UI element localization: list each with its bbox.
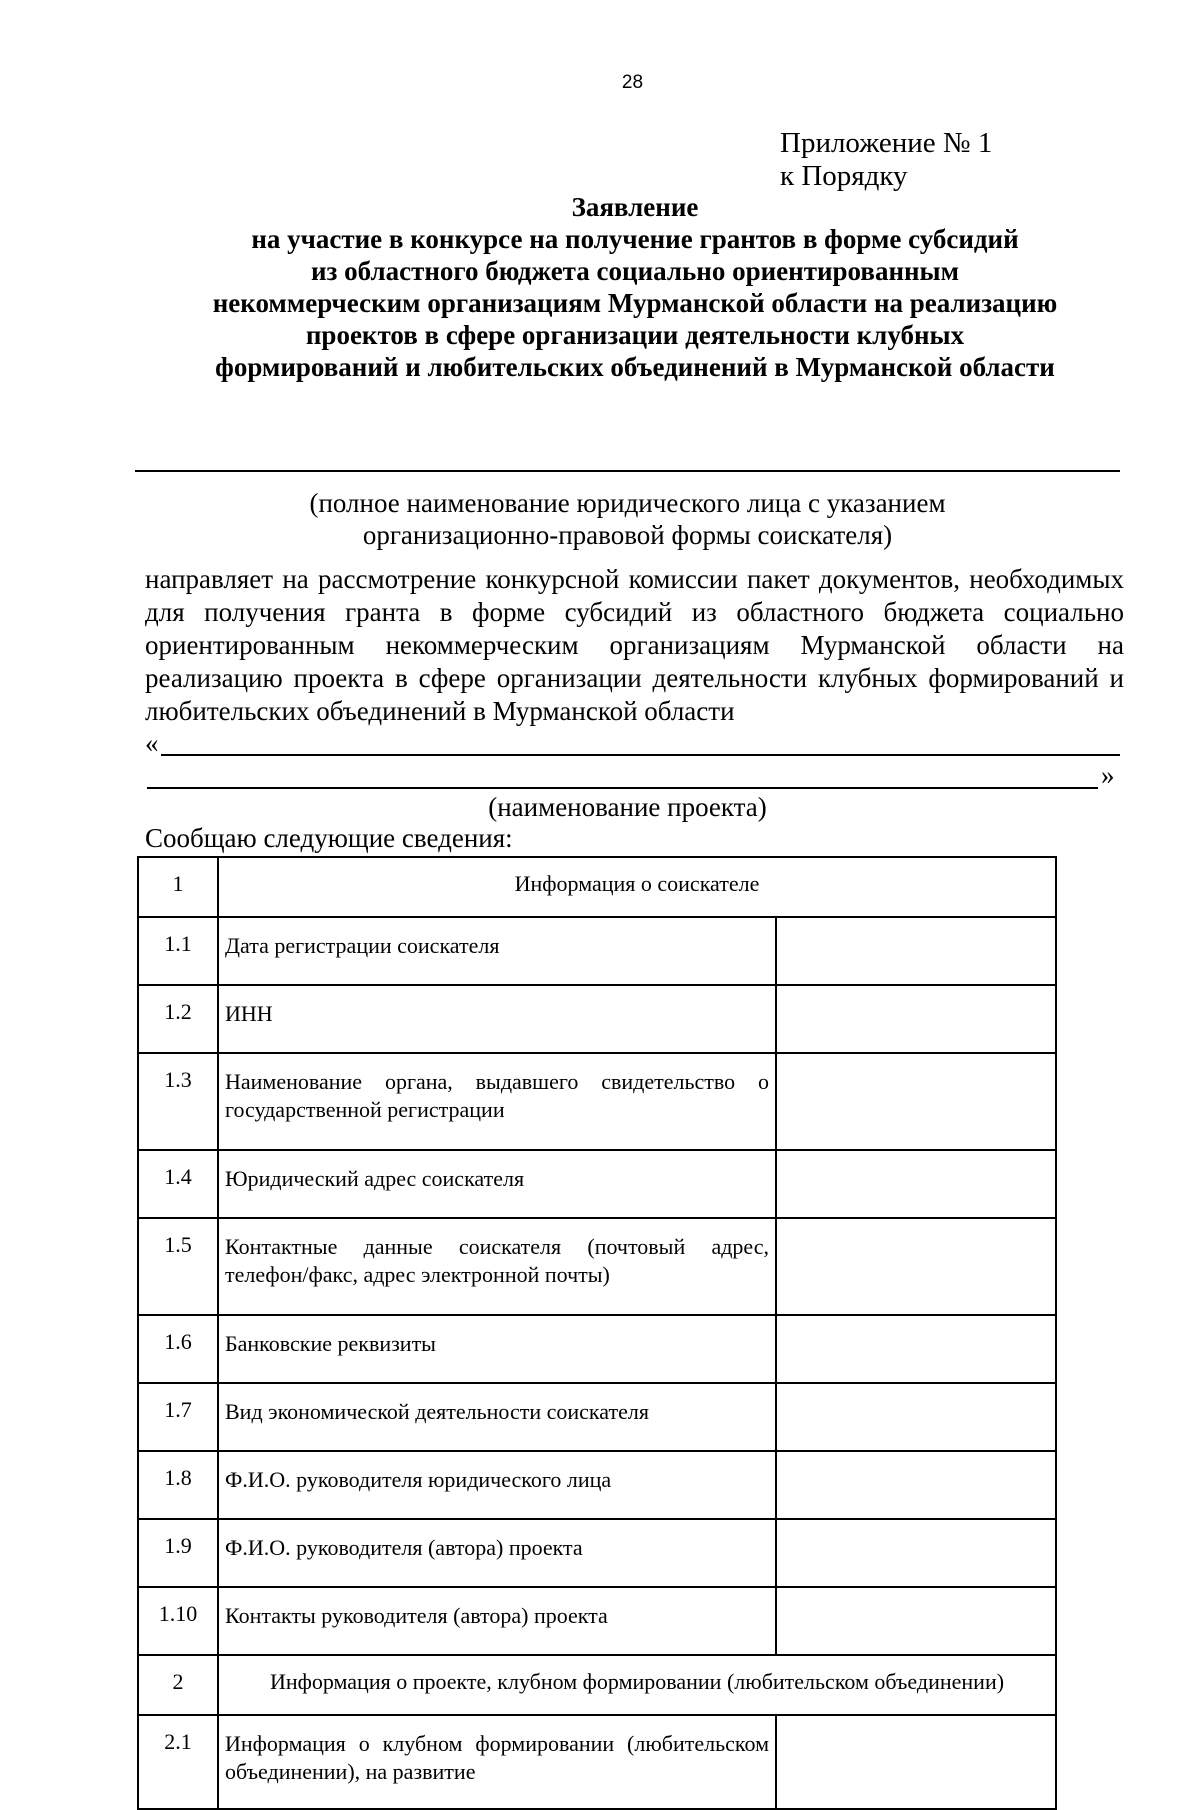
appendix-line-1: Приложение № 1 [780,127,993,159]
table-row [138,1587,1056,1655]
title-line: из областного бюджета социально ориентированным [310,256,960,286]
table-row [138,985,1056,1053]
body-paragraph: направляет на рассмотрение конкурсной комиссии пакет документов, необходимых для получения гранта в форме субсидий из областного бюджета социально ориентированным некоммерческим организациям Мурманской области на реализацию проекта в сфере организации деятельности клубных формирований и любительских объединений в Мурманской области [145,564,1124,726]
table-row [138,1315,1056,1383]
row-number: 1.10 [138,1587,218,1655]
row-value-cell[interactable] [776,1587,1056,1655]
section-number: 1 [138,857,218,917]
title-line: некоммерческим организациям Мурманской области на реализацию [212,288,1058,318]
project-name-line-1[interactable] [161,754,1120,756]
row-value-cell[interactable] [776,1383,1056,1451]
row-label: Наименование органа, выдавшего свидетельство о государственной регистрации [218,1053,776,1150]
table-row [138,1383,1056,1451]
row-number: 1.5 [138,1218,218,1315]
table-section-row [138,1655,1056,1715]
row-value-cell[interactable] [776,1150,1056,1218]
project-caption: (наименование проекта) [488,792,767,822]
table-row [138,1150,1056,1218]
row-number: 2.1 [138,1715,218,1809]
title-line: проектов в сфере организации деятельности клубных [305,320,965,350]
applicant-caption [135,487,1120,551]
row-value-cell[interactable] [776,917,1056,985]
table-section-row [138,857,1056,917]
table-row [138,1715,1056,1809]
row-label: Юридический адрес соискателя [218,1150,776,1218]
appendix-reference [780,127,992,193]
row-value-cell[interactable] [776,1451,1056,1519]
row-number: 1.3 [138,1053,218,1150]
opening-quote: « [145,728,159,758]
table-row [138,1519,1056,1587]
document-title [140,191,1130,383]
row-label: Дата регистрации соискателя [218,917,776,985]
row-label: Банковские реквизиты [218,1315,776,1383]
intro-text: Сообщаю следующие сведения: [145,823,513,853]
title-line: формирований и любительских объединений в Мурманской области [215,352,1055,382]
table-row [138,1053,1056,1150]
row-number: 1.4 [138,1150,218,1218]
row-value-cell[interactable] [776,1315,1056,1383]
row-number: 1.9 [138,1519,218,1587]
row-number: 1.7 [138,1383,218,1451]
row-value-cell[interactable] [776,1715,1056,1809]
section-number: 2 [138,1655,218,1715]
table-row [138,917,1056,985]
title-line: на участие в конкурсе на получение грантов в форме субсидий [251,224,1019,254]
row-label: ИНН [218,985,776,1053]
table-row [138,1451,1056,1519]
row-label: Ф.И.О. руководителя (автора) проекта [218,1519,776,1587]
applicant-caption-line-1: (полное наименование юридического лица с указанием [309,488,946,518]
section-title: Информация о соискателе [218,857,1056,917]
applicant-info-table [137,856,1057,1810]
page-number: 28 [621,72,644,93]
row-number: 1.1 [138,917,218,985]
table-row [138,1218,1056,1315]
row-value-cell[interactable] [776,1218,1056,1315]
row-label: Ф.И.О. руководителя юридического лица [218,1451,776,1519]
section-title: Информация о проекте, клубном формировании (любительском объединении) [218,1655,1056,1715]
row-number: 1.8 [138,1451,218,1519]
row-number: 1.6 [138,1315,218,1383]
appendix-line-2: к Порядку [780,160,908,192]
row-label: Контактные данные соискателя (почтовый адрес, телефон/факс, адрес электронной почты) [218,1218,776,1315]
row-label: Информация о клубном формировании (любительском объединении), на развитие [218,1715,776,1809]
row-label: Контакты руководителя (автора) проекта [218,1587,776,1655]
row-value-cell[interactable] [776,985,1056,1053]
applicant-caption-line-2: организационно-правовой формы соискателя) [362,520,893,550]
title-line: Заявление [571,192,699,222]
row-number: 1.2 [138,985,218,1053]
closing-quote: » [1101,760,1115,790]
row-value-cell[interactable] [776,1519,1056,1587]
project-name-line-2[interactable] [147,787,1098,789]
row-value-cell[interactable] [776,1053,1056,1150]
applicant-name-line[interactable] [135,470,1120,472]
row-label: Вид экономической деятельности соискателя [218,1383,776,1451]
